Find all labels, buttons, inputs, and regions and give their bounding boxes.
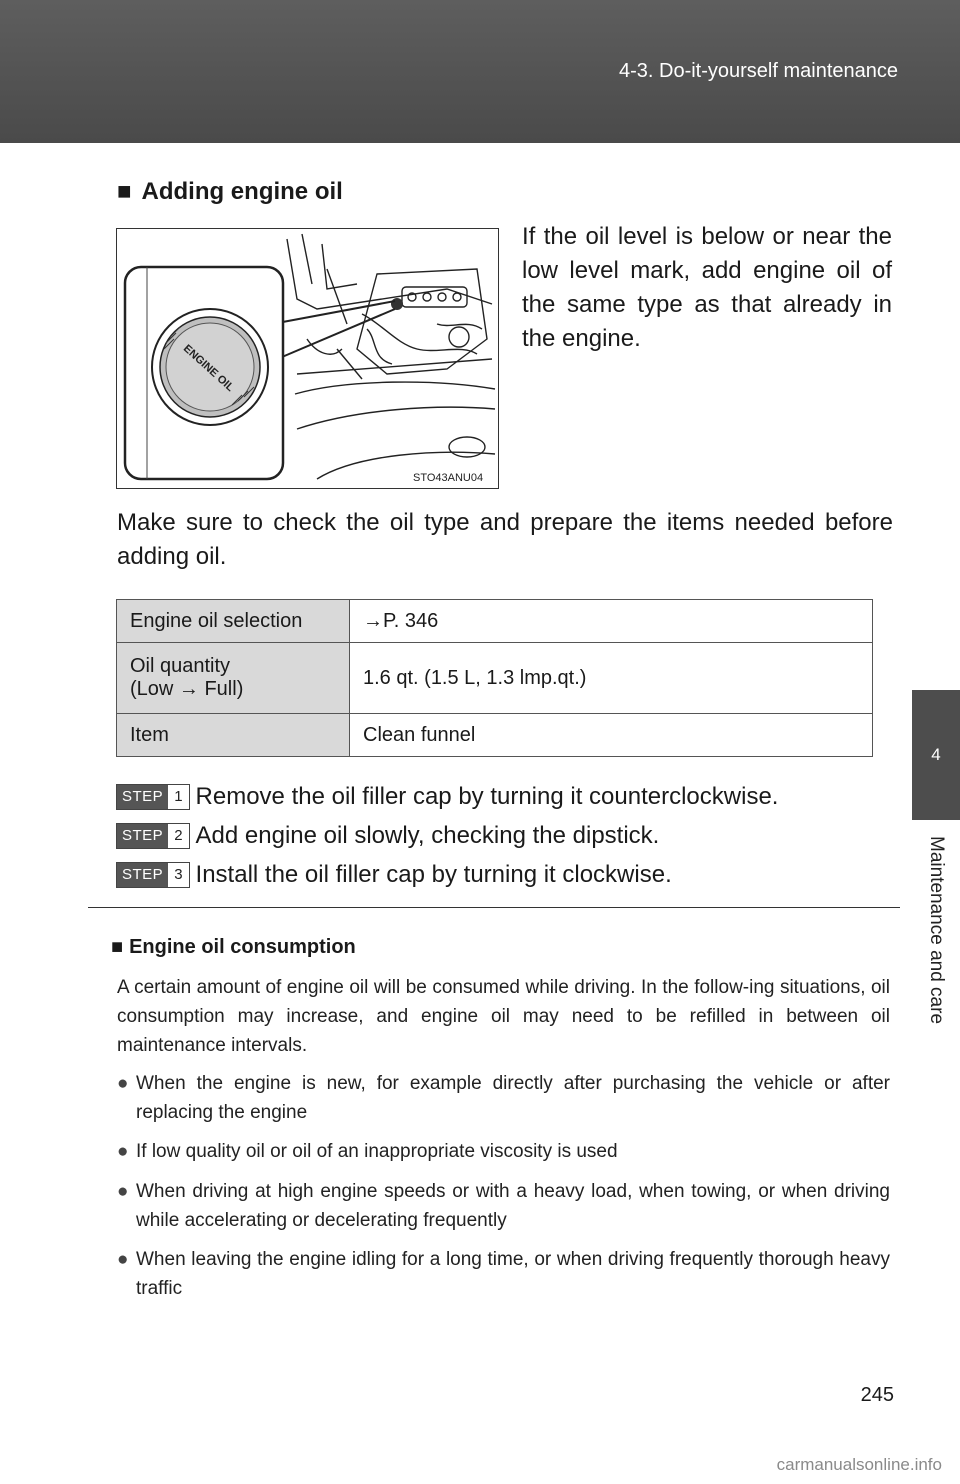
bullet-icon: ● xyxy=(117,1141,129,1162)
list-item xyxy=(117,1069,890,1127)
list-item-text: When the engine is new, for example directly after purchasing the vehicle or after replacing the engine xyxy=(136,1073,890,1123)
table-row xyxy=(117,714,873,757)
chapter-label-text: Maintenance and care xyxy=(926,835,947,1025)
list-item-text: When driving at high engine speeds or with a heavy load, when towing, or when driving while accelerating or decelerating frequently xyxy=(136,1181,890,1231)
step-text: Remove the oil filler cap by turning it counterclockwise. xyxy=(195,783,779,810)
step-item xyxy=(116,780,778,814)
intro-paragraph: If the oil level is below or near the low level mark, add engine oil of the same type as that already in the engine. xyxy=(522,223,892,352)
preparation-paragraph: Make sure to check the oil type and prepare the items needed before adding oil. xyxy=(117,509,893,570)
list-item-text: If low quality oil or oil of an inappropriate viscosity is used xyxy=(136,1141,618,1162)
chapter-number: 4 xyxy=(931,745,941,764)
cap-label: ENGINE OIL xyxy=(180,342,237,395)
table-value: Clean funnel xyxy=(350,714,873,757)
table-key: Engine oil selection xyxy=(117,600,350,643)
figure-caption: STO43ANU04 xyxy=(413,472,484,484)
step-number: 1 xyxy=(168,785,188,809)
table-value: 1.6 qt. (1.5 L, 1.3 lmp.qt.) xyxy=(350,643,873,714)
list-item-text: When leaving the engine idling for a long time, or when driving frequently thorough heavy traffic xyxy=(136,1249,890,1299)
note-title-text: Engine oil consumption xyxy=(129,936,356,958)
list-item xyxy=(117,1137,890,1166)
step-word: STEP xyxy=(117,863,168,887)
step-badge xyxy=(116,862,190,888)
step-text: Install the oil filler cap by turning it clockwise. xyxy=(195,861,672,888)
page-header xyxy=(0,0,960,143)
page-number: 245 xyxy=(860,1384,894,1406)
step-badge xyxy=(116,784,190,810)
table-value: →P. 346 xyxy=(350,600,873,643)
table-key-line: Oil quantity xyxy=(130,655,231,677)
bullet-icon: ● xyxy=(117,1249,129,1270)
step-item xyxy=(116,858,672,892)
step-word: STEP xyxy=(117,824,168,848)
header-title: 4-3. Do-it-yourself maintenance xyxy=(618,60,898,82)
engine-bay-figure xyxy=(116,228,499,489)
chapter-tab xyxy=(912,690,960,820)
note-title xyxy=(111,936,356,959)
engine-illustration xyxy=(117,229,498,488)
step-word: STEP xyxy=(117,785,168,809)
bullet-icon: ● xyxy=(117,1073,129,1094)
step-badge xyxy=(116,823,190,849)
oil-spec-table xyxy=(116,599,873,757)
note-marker: ■ xyxy=(111,936,124,958)
table-key-line: (Low → Full) xyxy=(130,678,244,700)
table-key: Item xyxy=(117,714,350,757)
chapter-label xyxy=(912,830,960,1030)
section-title xyxy=(117,178,343,206)
list-item xyxy=(117,1245,890,1303)
list-item xyxy=(117,1177,890,1235)
note-paragraph: A certain amount of engine oil will be consumed while driving. In the follow-ing situations, oil consumption may increase, and engine oil may need to be refilled in between oil maintenance intervals. xyxy=(117,977,890,1056)
step-text: Add engine oil slowly, checking the dipstick. xyxy=(195,822,660,849)
step-item xyxy=(116,819,659,853)
section-marker: ■ xyxy=(117,178,132,205)
table-key xyxy=(117,643,350,714)
step-number: 2 xyxy=(168,824,188,848)
step-number: 3 xyxy=(168,863,188,887)
bullet-icon: ● xyxy=(117,1181,129,1202)
table-row xyxy=(117,643,873,714)
section-title-text: Adding engine oil xyxy=(141,178,343,205)
table-row xyxy=(117,600,873,643)
section-divider xyxy=(88,907,900,908)
watermark: carmanualsonline.info xyxy=(776,1455,942,1474)
